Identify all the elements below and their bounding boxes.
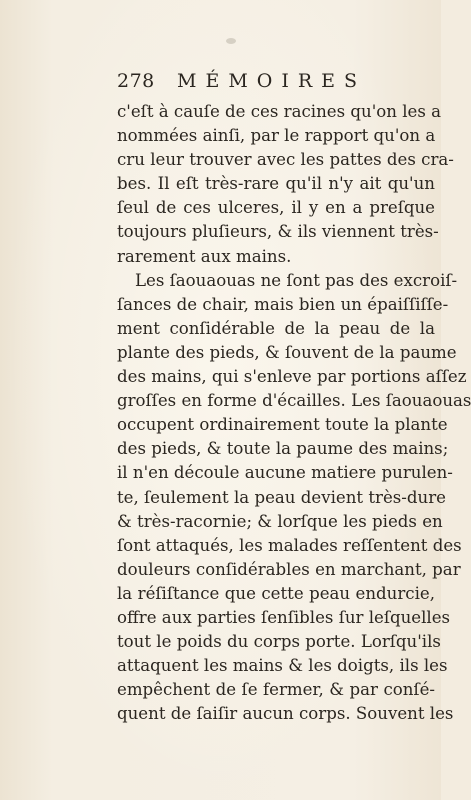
text-line: toujours pluſieurs, & ils viennent très- <box>117 222 439 242</box>
text-line: des pieds, & toute la paume des mains; <box>117 439 449 459</box>
text-line: nommées ainſi, par le rapport qu'on a <box>117 126 436 146</box>
text-line: il n'en découle aucune matiere purulen- <box>117 463 453 483</box>
text-line: douleurs conſidérables en marchant, par <box>117 559 461 579</box>
text-line: la réſiſtance que cette peau endurcie, <box>117 583 435 603</box>
text-line: tout le poids du corps porte. Lorſqu'ils <box>117 632 441 652</box>
body-text <box>117 100 471 726</box>
paragraph-first-line: Les ſaouaouas ne ſont pas des excroiſ- <box>135 270 458 290</box>
text-line: rarement aux mains. <box>117 246 292 266</box>
text-line: cru leur trouver avec les pattes des cra- <box>117 150 454 170</box>
text-line: occupent ordinairement toute la plante <box>117 415 448 435</box>
text-line: bes. Il eſt très-rare qu'il n'y ait qu'un <box>117 174 435 194</box>
text-line: ment conſidérable de la peau de la <box>117 318 435 338</box>
text-line: ſeul de ces ulceres, il y en a preſque <box>117 198 435 218</box>
page-number: 278 <box>117 70 155 92</box>
text-line: & très-racornie; & lorſque les pieds en <box>117 511 443 531</box>
page-header <box>117 70 417 100</box>
running-head: MÉMOIRES <box>177 70 367 92</box>
text-line: attaquent les mains & les doigts, ils les <box>117 656 448 676</box>
text-line: quent de ſaiſir aucun corps. Souvent les <box>117 704 454 724</box>
text-line: te, ſeulement la peau devient très-dure <box>117 487 446 507</box>
text-line: empêchent de ſe fermer, & par conſé- <box>117 680 435 700</box>
text-line: c'eſt à cauſe de ces racines qu'on les a <box>117 102 442 121</box>
text-line: des mains, qui s'enleve par portions aſſez <box>117 367 467 387</box>
text-line: ſont attaqués, les malades reſſentent des <box>117 535 462 555</box>
ink-blot <box>226 38 236 44</box>
text-line: ſances de chair, mais bien un épaiſſiſſe- <box>117 294 449 314</box>
text-line: groſſes en forme d'écailles. Les ſaouaouas <box>117 391 471 411</box>
text-line: plante des pieds, & ſouvent de la paume <box>117 342 457 362</box>
text-line: offre aux parties ſenſibles ſur leſquelles <box>117 607 451 627</box>
